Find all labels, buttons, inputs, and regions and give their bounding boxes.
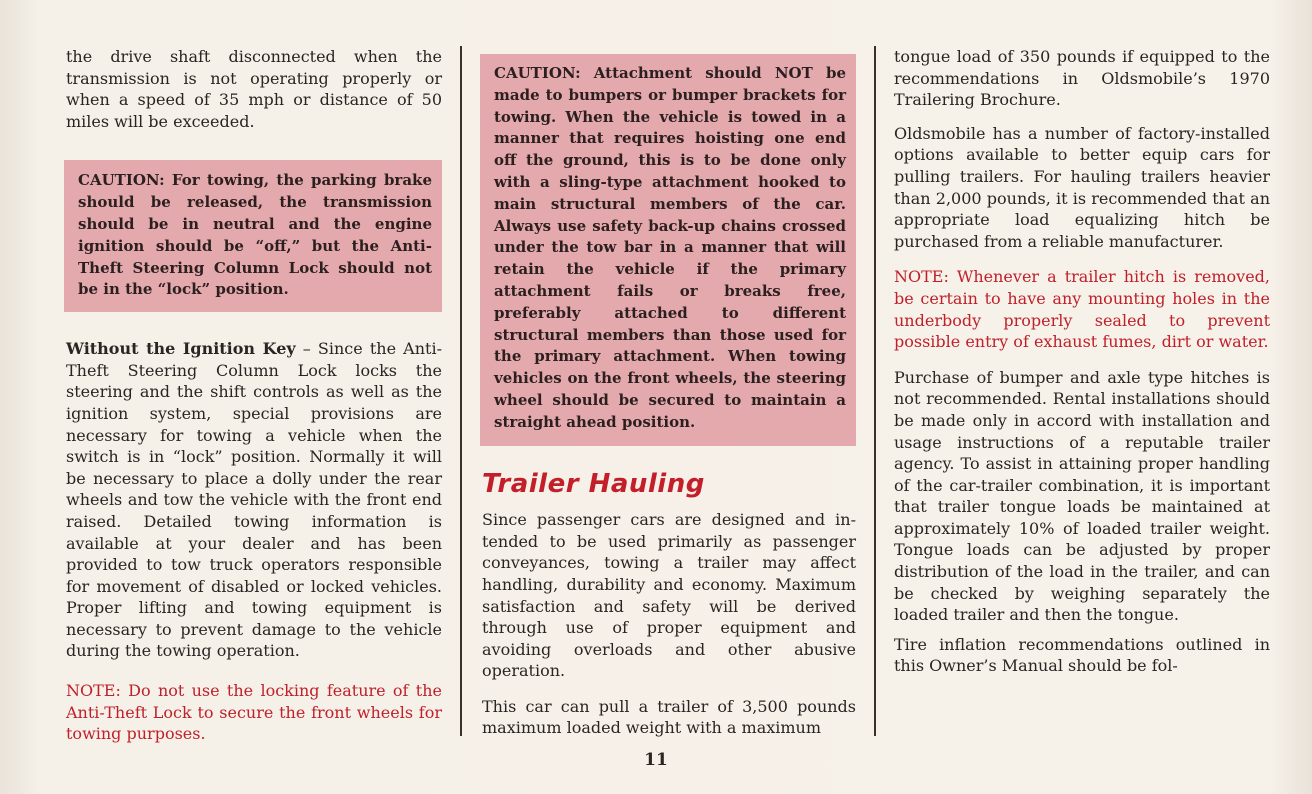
column-middle	[482, 46, 856, 739]
tongue-load-paragraph: tongue load of 350 pounds if equipped to the recommendations in Oldsmobile’s 1970 Trailering Brochure.	[894, 47, 1270, 110]
tire-inflation-paragraph: Tire inflation recommendations outlined in this Owner’s Manual should be fol-	[894, 634, 1270, 676]
column-left	[66, 46, 442, 745]
ignition-key-lead: Without the Ignition Key	[66, 339, 296, 359]
note-anti-theft: NOTE: Do not use the locking feature of the Anti-Theft Lock to secure the front wheels for towing purposes.	[66, 681, 442, 744]
bumper-hitch-paragraph: Purchase of bumper and axle type hitches is not recommended. Rental installations should be made only in accord with installation and usage instructions of a reputable trailer agency. To assist in attaining proper handling of the car-trailer combination, it is important that trailer tongue loads be maintained at approximately 10% of loaded trailer weight. Tongue loads can be adjusted by proper distribution of the load in the trailer, and can be checked by weighing separately the loaded trailer and then the tongue.	[894, 367, 1270, 625]
column-right	[894, 46, 1270, 677]
factory-options-paragraph: Oldsmobile has a number of factory-installed options available to better equip cars for pulling trailers. For hauling trailers heavier than 2,000 pounds, it is recommended that an appropriate load equalizing hitch be purchased from a reliable manufacturer.	[894, 123, 1270, 251]
caution-box-towing	[64, 160, 442, 312]
trailer-paragraph-1: Since passenger cars are designed and intended to be used primarily as passenger conveyances, towing a trailer may affect handling, durability and economy. Maximum satisfaction and safety will be derived through use of proper equipment and avoiding overloads and other abusive operation.	[482, 510, 856, 681]
column-divider-right	[874, 46, 876, 736]
caution-text: CAUTION: For towing, the parking brake should be released, the transmission should be in neutral and the engine ignition should be “off,” but the Anti-Theft Steering Column Lock should not be in the “lock” position.	[78, 171, 432, 299]
intro-paragraph: the drive shaft disconnected when the transmission is not operating properly or when a speed of 35 mph or distance of 50 miles will be exceeded.	[66, 47, 442, 131]
note-hitch-removal: NOTE: Whenever a trailer hitch is removed, be certain to have any mounting holes in the underbody properly sealed to prevent possible entry of exhaust fumes, dirt or water.	[894, 267, 1270, 352]
caution-box-attachment	[480, 54, 856, 446]
column-divider-left	[460, 46, 462, 736]
ignition-key-paragraph	[66, 338, 442, 662]
caution-text: CAUTION: Attachment should NOT be made to bumpers or bumper brackets for towing. When the vehicle is towed in a manner that requires hoisting one end off the ground, this is to be done only with a sling-type attachment hooked to main structural members of the car. Always use safety back-up chains crossed under the tow bar in a manner that will retain the vehicle if the primary attachment fails or breaks free, preferably attached to different structural members than those used for the primary attachment. When towing vehicles on the front wheels, the steering wheel should be secured to maintain a straight ahead position.	[494, 64, 846, 431]
trailer-paragraph-2: This car can pull a trailer of 3,500 pounds maximum loaded weight with a maximum	[482, 696, 856, 738]
page-number: 11	[644, 750, 668, 770]
ignition-key-body: – Since the Anti-Theft Steering Column Lock locks the steering and the shift controls as well as the ignition system, special provisions are necessary for towing a vehicle when the switch is in “lock” position. Normally it will be necessary to place a dolly under the rear wheels and tow the vehicle with the front end raised. Detailed towing information is available at your dealer and has been provided to tow truck operators responsible for movement of disabled or locked vehicles. Proper lifting and towing equipment is necessary to prevent damage to the vehicle during the towing operation.	[66, 339, 442, 661]
section-heading-trailer-hauling: Trailer Hauling	[482, 468, 705, 499]
